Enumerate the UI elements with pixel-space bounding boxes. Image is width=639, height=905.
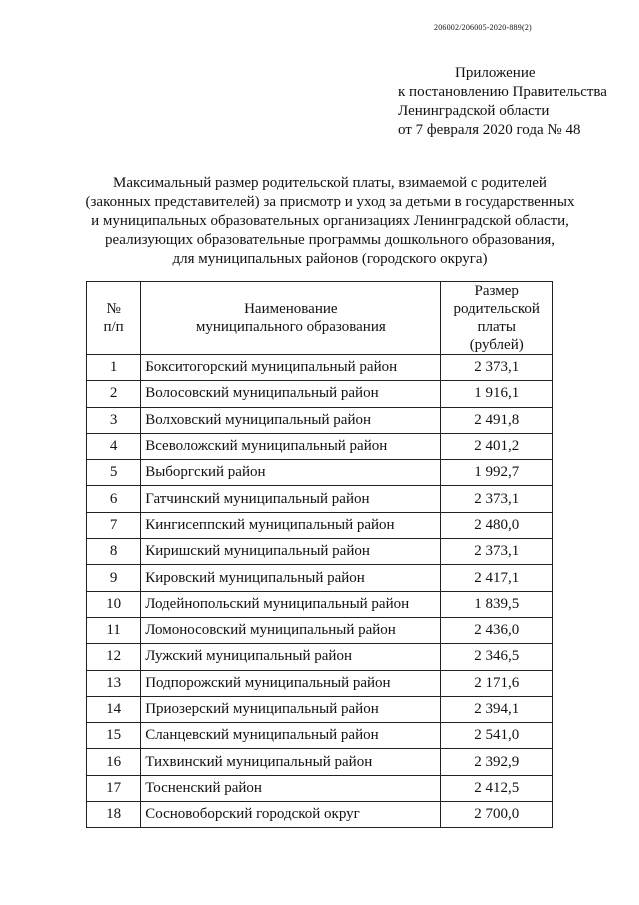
row-name: Гатчинский муниципальный район (141, 486, 441, 512)
row-name: Сланцевский муниципальный район (141, 723, 441, 749)
row-name: Подпорожский муниципальный район (141, 670, 441, 696)
table-row (87, 723, 553, 749)
row-value: 2 480,0 (441, 512, 553, 538)
row-name: Киришский муниципальный район (141, 539, 441, 565)
fee-table (86, 281, 553, 828)
row-value: 2 401,2 (441, 433, 553, 459)
row-name: Лодейнопольский муниципальный район (141, 591, 441, 617)
row-name: Бокситогорский муниципальный район (141, 355, 441, 381)
row-name: Тосненский район (141, 775, 441, 801)
row-number: 1 (87, 355, 141, 381)
table-row (87, 617, 553, 643)
table-row (87, 433, 553, 459)
row-number: 17 (87, 775, 141, 801)
row-number: 12 (87, 644, 141, 670)
title-line-1: Максимальный размер родительской платы, взимаемой с родителей (113, 175, 547, 191)
appendix-line-2: к постановлению Правительства (398, 84, 607, 100)
row-number: 8 (87, 539, 141, 565)
row-value: 2 373,1 (441, 486, 553, 512)
table-row (87, 565, 553, 591)
row-number: 16 (87, 749, 141, 775)
row-value: 2 394,1 (441, 696, 553, 722)
row-number: 4 (87, 433, 141, 459)
table-row (87, 749, 553, 775)
row-value: 1 916,1 (441, 381, 553, 407)
row-name: Приозерский муниципальный район (141, 696, 441, 722)
row-value: 2 541,0 (441, 723, 553, 749)
row-value: 2 417,1 (441, 565, 553, 591)
document-title (60, 174, 600, 269)
table-row (87, 512, 553, 538)
appendix-line-3: Ленинградской области (398, 103, 550, 119)
row-value: 2 491,8 (441, 407, 553, 433)
header-value-line-3: (рублей) (469, 337, 524, 353)
row-value: 2 373,1 (441, 355, 553, 381)
row-number: 18 (87, 802, 141, 828)
table-header-row (87, 282, 553, 355)
table-row (87, 644, 553, 670)
row-number: 14 (87, 696, 141, 722)
row-value: 2 436,0 (441, 617, 553, 643)
row-value: 1 839,5 (441, 591, 553, 617)
row-name: Ломоносовский муниципальный район (141, 617, 441, 643)
row-number: 11 (87, 617, 141, 643)
row-value: 2 346,5 (441, 644, 553, 670)
header-value (441, 282, 553, 355)
row-name: Волховский муниципальный район (141, 407, 441, 433)
title-line-5: для муниципальных районов (городского округа) (172, 251, 488, 267)
row-value: 2 171,6 (441, 670, 553, 696)
row-value: 2 700,0 (441, 802, 553, 828)
document-number: 206002/206005-2020-889(2) (434, 23, 532, 32)
row-name: Кировский муниципальный район (141, 565, 441, 591)
table-row (87, 591, 553, 617)
row-name: Лужский муниципальный район (141, 644, 441, 670)
table-row (87, 355, 553, 381)
header-number-line-1: № (106, 301, 121, 317)
table-row (87, 539, 553, 565)
header-number (87, 282, 141, 355)
row-number: 2 (87, 381, 141, 407)
row-value: 1 992,7 (441, 460, 553, 486)
row-number: 6 (87, 486, 141, 512)
row-name: Кингисеппский муниципальный район (141, 512, 441, 538)
title-line-3: и муниципальных образовательных организациях Ленинградской области, (91, 213, 569, 229)
appendix-line-4: от 7 февраля 2020 года № 48 (398, 122, 581, 138)
table-row (87, 407, 553, 433)
table-row (87, 486, 553, 512)
appendix-line-1: Приложение (455, 65, 536, 81)
row-name: Волосовский муниципальный район (141, 381, 441, 407)
header-value-line-2: родительской платы (453, 301, 540, 335)
table-row (87, 460, 553, 486)
appendix-block (398, 64, 607, 140)
row-number: 3 (87, 407, 141, 433)
table-row (87, 381, 553, 407)
row-number: 7 (87, 512, 141, 538)
row-name: Выборгский район (141, 460, 441, 486)
table-row (87, 775, 553, 801)
table-row (87, 802, 553, 828)
row-value: 2 373,1 (441, 539, 553, 565)
title-line-2: (законных представителей) за присмотр и уход за детьми в государственных (85, 194, 575, 210)
row-value: 2 392,9 (441, 749, 553, 775)
row-number: 5 (87, 460, 141, 486)
header-name (141, 282, 441, 355)
table-row (87, 670, 553, 696)
row-number: 13 (87, 670, 141, 696)
row-name: Всеволожский муниципальный район (141, 433, 441, 459)
row-value: 2 412,5 (441, 775, 553, 801)
row-name: Сосновоборский городской округ (141, 802, 441, 828)
row-number: 10 (87, 591, 141, 617)
table-row (87, 696, 553, 722)
row-name: Тихвинский муниципальный район (141, 749, 441, 775)
row-number: 9 (87, 565, 141, 591)
row-number: 15 (87, 723, 141, 749)
header-number-line-2: п/п (103, 319, 124, 335)
header-value-line-1: Размер (474, 283, 519, 299)
header-name-line-1: Наименование (244, 301, 338, 317)
title-line-4: реализующих образовательные программы дошкольного образования, (104, 232, 556, 248)
header-name-line-2: муниципального образования (195, 319, 386, 335)
